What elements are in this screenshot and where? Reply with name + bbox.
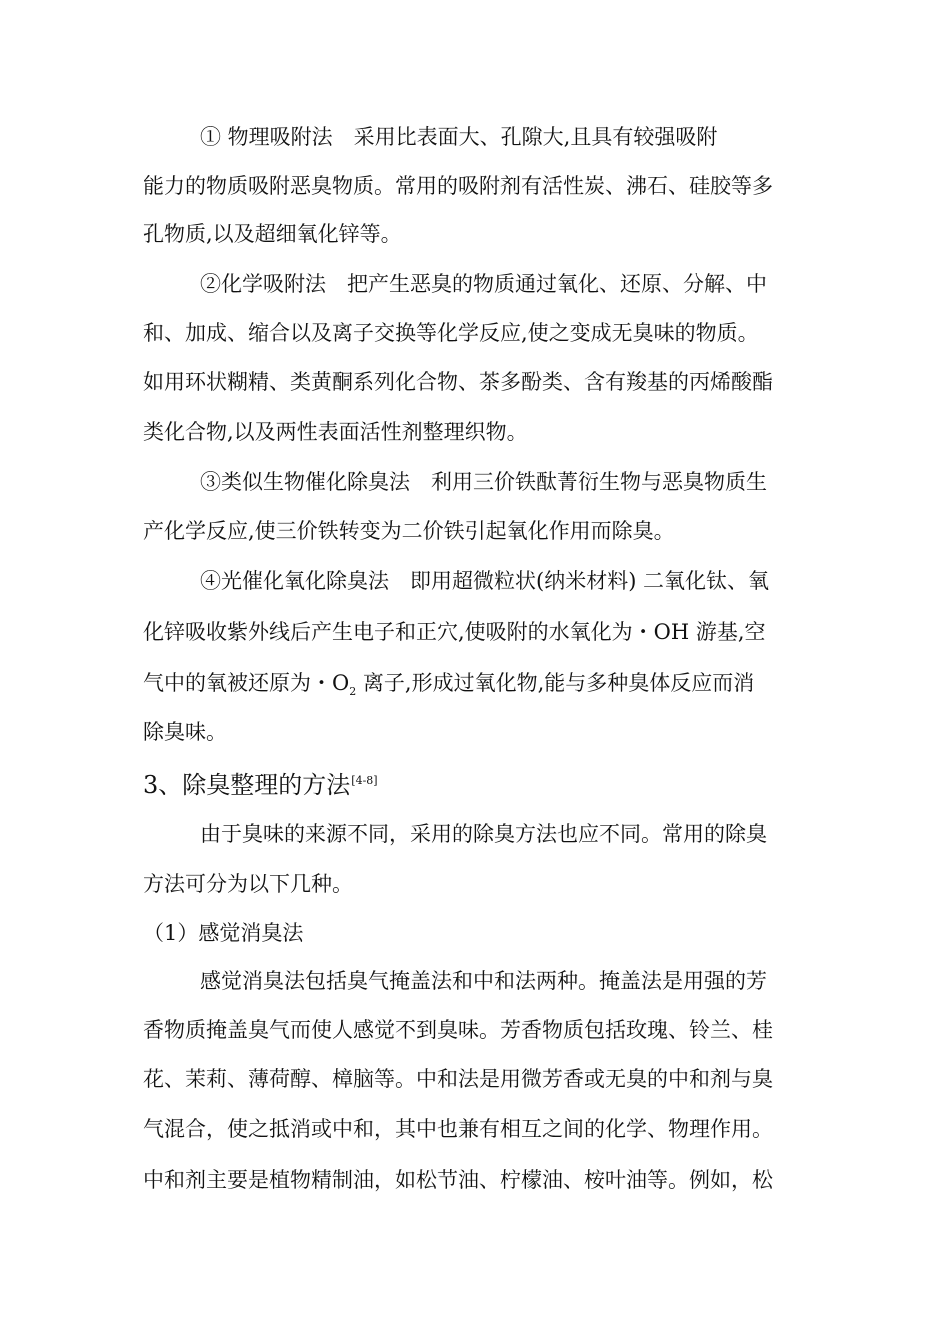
paragraph-photocatalysis-line-4: 除臭味。 [143,720,227,744]
paragraph-physical-adsorption-line-2: 能力的物质吸附恶臭物质。常用的吸附剂有活性炭、沸石、硅胶等多 [143,174,773,198]
paragraph-photocatalysis-line-1: ④光催化氧化除臭法 即用超微粒状(纳米材料) 二氧化钛、氧 [200,569,770,593]
paragraph-chemical-adsorption-line-1: ②化学吸附法 把产生恶臭的物质通过氧化、还原、分解、中 [200,272,767,296]
paragraph-physical-adsorption-line-3: 孔物质,以及超细氧化锌等。 [143,222,402,246]
intro-line-1: 由于臭味的来源不同，采用的除臭方法也应不同。常用的除臭 [200,822,767,846]
citation-reference: [4-8] [351,774,378,787]
subheading-sensory-deodorization: （1）感觉消臭法 [143,921,304,945]
paragraph-physical-adsorption-line-1: ① 物理吸附法 采用比表面大、孔隙大,且具有较强吸附 [200,125,718,149]
subscript-two: 2 [349,685,357,699]
paragraph-bio-catalysis-line-2: 产化学反应,使三价铁转变为二价铁引起氧化作用而除臭。 [143,519,675,543]
body-line-3: 花、茉莉、薄荷醇、樟脑等。中和法是用微芳香或无臭的中和剂与臭 [143,1067,773,1091]
photocatalysis-line-3-end: 离子,形成过氧化物,能与多种臭体反应而消 [356,671,755,695]
body-line-5: 中和剂主要是植物精制油，如松节油、柠檬油、桉叶油等。例如，松 [143,1168,773,1192]
section-heading [143,766,813,800]
paragraph-photocatalysis-line-2: 化锌吸收紫外线后产生电子和正穴,使吸附的水氧化为・OH 游基,空 [143,620,766,644]
paragraph-chemical-adsorption-line-3: 如用环状糊精、类黄酮系列化合物、茶多酚类、含有羧基的丙烯酸酯 [143,370,773,394]
body-line-2: 香物质掩盖臭气而使人感觉不到臭味。芳香物质包括玫瑰、铃兰、桂 [143,1018,773,1042]
body-line-4: 气混合，使之抵消或中和，其中也兼有相互之间的化学、物理作用。 [143,1117,773,1141]
section-heading-text: 3、除臭整理的方法 [143,771,351,799]
body-line-1: 感觉消臭法包括臭气掩盖法和中和法两种。掩盖法是用强的芳 [200,969,767,993]
paragraph-photocatalysis-line-3 [143,668,813,707]
photocatalysis-line-3-start: 气中的氧被还原为・O [143,671,350,695]
paragraph-chemical-adsorption-line-2: 和、加成、缩合以及离子交换等化学反应,使之变成无臭味的物质。 [143,321,759,345]
paragraph-bio-catalysis-line-1: ③类似生物催化除臭法 利用三价铁酞菁衍生物与恶臭物质生 [200,470,767,494]
intro-line-2: 方法可分为以下几种。 [143,872,353,896]
paragraph-chemical-adsorption-line-4: 类化合物,以及两性表面活性剂整理织物。 [143,420,528,444]
